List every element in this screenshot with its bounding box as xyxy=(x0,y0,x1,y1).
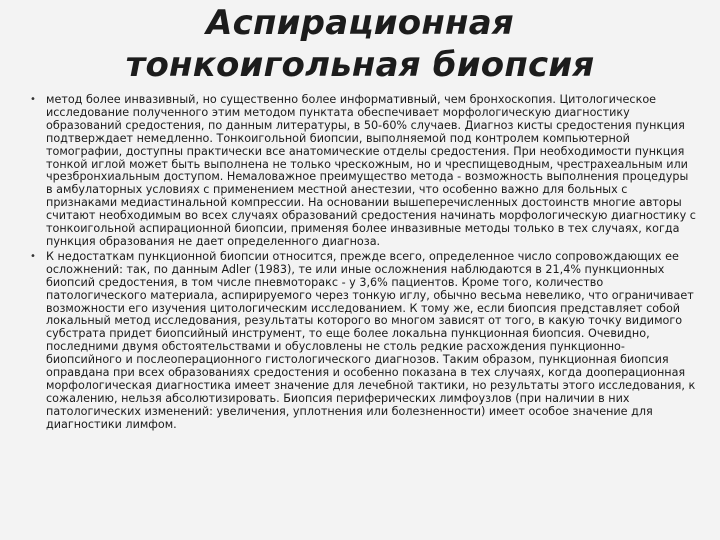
bullet-text: К недостаткам пункционной биопсии относится, прежде всего, определенное число сопровождающих ее осложнений: так, по данным Adler (1983), те или иные осложнения наблюдаются в 21,4% пункционных биопсий средостения, в том числе пневмоторакс - у 3,6% пациентов. Кроме того, количество патологического материала, аспирируемого через тонкую иглу, обычно весьма невелико, что ограничивает возможности его изучения цитологическим исследованием. К тому же, если биопсия представляет собой локальный метод исследования, результаты которого во многом зависят от того, в какую точку видимого субстрата придет биопсийный инструмент, то еще более локальна пункционная биопсия. Очевидно, последними двумя обстоятельствами и обусловлены не столь редкие расхождения пункционно-биопсийного и послеоперационного гистологического диагнозов. Таким образом, пункционная биопсия оправдана при всех образованиях средостения и особенно показана в тех случаях, когда дооперационная морфологическая диагностика имеет значение для лечебной тактики, но результаты этого исследования, к сожалению, нельзя абсолютизировать. Биопсия периферических лимфоузлов (при наличии в них патологических изменений: увеличения, уплотнения или болезненности) имеет особое значение для диагностики лимфом. xyxy=(46,249,696,431)
bullet-marker: • xyxy=(30,94,36,105)
bullet-marker: • xyxy=(30,250,36,262)
slide-title: Аспирационная тонкоигольная биопсия xyxy=(125,3,595,85)
bullet-item xyxy=(30,251,696,432)
bullet-text: метод более инвазивный, но существенно более информативный, чем бронхоскопия. Цитологическое исследование полученного этим методом пунктата обеспечивает морфологическую диагностику образований средостения, по данным литературы, в 50-60% случаев. Диагноз кисты средостения пункция подтверждает немедленно. Тонкоигольной биопсии, выполняемой под контролем компьютерной томографии, доступны практически все анатомические отделы средостения. При необходимости пункция тонкой иглой может быть выполнена не только чрескожным, но и чреспищеводным, чрестрахеальным или чрезбронхиальным доступом. Немаловажное преимущество метода - возможность выполнения процедуры в амбулаторных условиях с применением местной анестезии, что особенно важно для больных с признаками медиастинальной компрессии. На основании вышеперечисленных достоинств многие авторы считают необходимым во всех случаях образований средостения начинать морфологическую диагностику с тонкоигольной аспирационной биопсии, применяя более инвазивные методы только в тех случаях, когда пункция образования не дает определенного диагноза. xyxy=(46,93,696,248)
bullet-list xyxy=(30,94,696,432)
bullet-item xyxy=(30,94,696,249)
